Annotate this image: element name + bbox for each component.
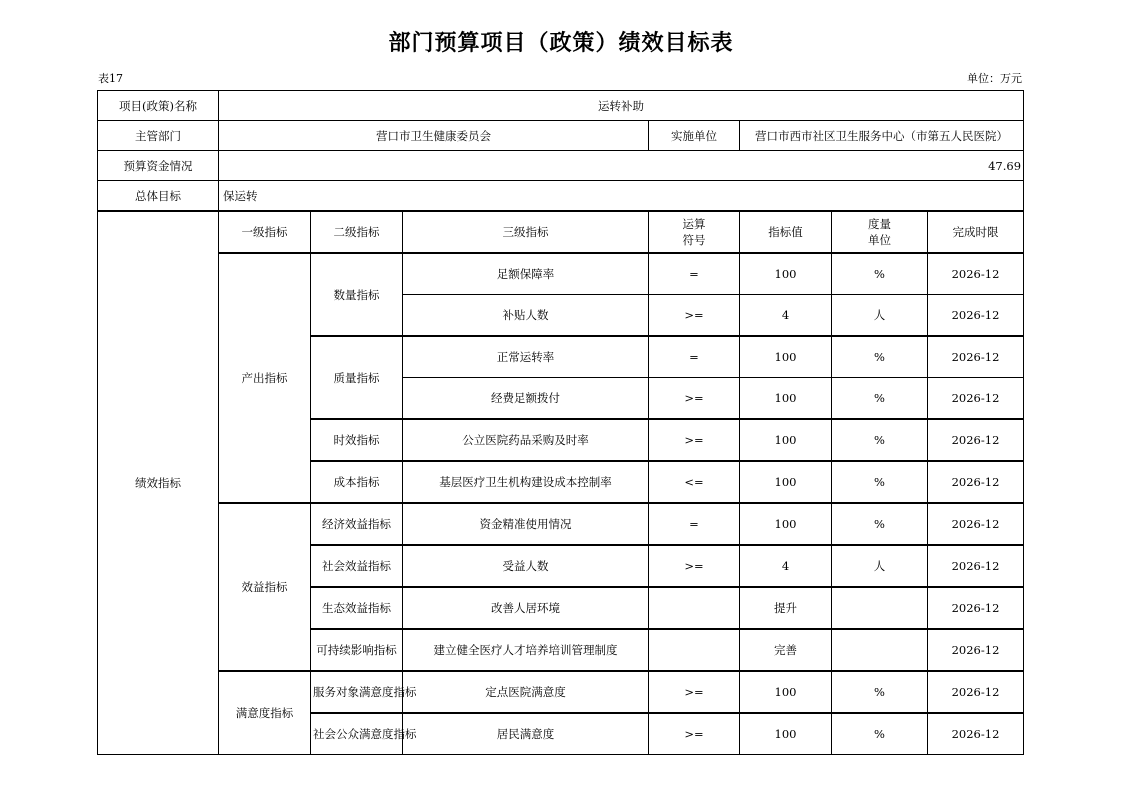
row-value: 100 [740,419,832,461]
performance-table [97,90,1024,755]
funds-value: 47.69 [219,151,1024,181]
row-time: 2026-12 [928,671,1024,713]
row-op: >= [649,671,740,713]
row-time: 2026-12 [928,629,1024,671]
row-unit: % [832,378,928,420]
row-name: 受益人数 [403,545,649,587]
row-value: 4 [740,545,832,587]
unit-label: 单位：万元 [967,72,1022,85]
row-name: 经费足额拨付 [403,378,649,420]
row-unit: % [832,461,928,503]
subgroup-timeliness: 时效指标 [311,419,403,461]
project-label: 项目(政策)名称 [98,91,219,121]
row-name: 建立健全医疗人才培养培训管理制度 [403,629,649,671]
row-value: 100 [740,671,832,713]
row-op: <= [649,461,740,503]
row-time: 2026-12 [928,378,1024,420]
row-unit [832,587,928,629]
row-value: 提升 [740,587,832,629]
header-l3: 三级指标 [403,211,649,253]
goal-value: 保运转 [219,181,1024,212]
group-output: 产出指标 [219,253,311,503]
row-time: 2026-12 [928,713,1024,755]
row-value: 100 [740,253,832,295]
row-time: 2026-12 [928,419,1024,461]
header-l2: 二级指标 [311,211,403,253]
row-value: 100 [740,503,832,545]
row-op: = [649,253,740,295]
row-op: >= [649,713,740,755]
header-time: 完成时限 [928,211,1024,253]
row-value: 完善 [740,629,832,671]
subgroup-quality: 质量指标 [311,336,403,419]
row-op [649,629,740,671]
row-time: 2026-12 [928,587,1024,629]
row-name: 正常运转率 [403,336,649,378]
row-time: 2026-12 [928,461,1024,503]
row-time: 2026-12 [928,253,1024,295]
row-name: 公立医院药品采购及时率 [403,419,649,461]
row-name: 居民满意度 [403,713,649,755]
row-time: 2026-12 [928,503,1024,545]
row-value: 100 [740,336,832,378]
row-unit: 人 [832,295,928,337]
row-unit: % [832,336,928,378]
row-op: >= [649,545,740,587]
project-row [98,91,1024,121]
row-time: 2026-12 [928,336,1024,378]
funds-row [98,151,1024,181]
project-value: 运转补助 [219,91,1024,121]
row-name: 基层医疗卫生机构建设成本控制率 [403,461,649,503]
row-op: >= [649,295,740,337]
row-unit: % [832,671,928,713]
row-value: 100 [740,378,832,420]
dept-label: 主管部门 [98,121,219,151]
row-name: 足额保障率 [403,253,649,295]
row-time: 2026-12 [928,545,1024,587]
row-name: 定点医院满意度 [403,671,649,713]
subgroup-public: 社会公众满意度指标 [311,713,403,755]
row-op: = [649,336,740,378]
funds-label: 预算资金情况 [98,151,219,181]
row-value: 100 [740,713,832,755]
subgroup-service: 服务对象满意度指标 [311,671,403,713]
row-value: 100 [740,461,832,503]
subgroup-cost: 成本指标 [311,461,403,503]
row-value: 4 [740,295,832,337]
row-time: 2026-12 [928,295,1024,337]
table-row [98,253,1024,295]
subgroup-ecological: 生态效益指标 [311,587,403,629]
row-name: 资金精准使用情况 [403,503,649,545]
row-unit [832,629,928,671]
row-unit: 人 [832,545,928,587]
impl-value: 营口市西市社区卫生服务中心（市第五人民医院） [740,121,1024,151]
goal-row [98,181,1024,212]
row-op [649,587,740,629]
row-unit: % [832,419,928,461]
row-name: 改善人居环境 [403,587,649,629]
header-op: 运算 符号 [649,211,740,253]
header-row [98,211,1024,253]
group-satisfaction: 满意度指标 [219,671,311,755]
row-op: >= [649,419,740,461]
perf-label: 绩效指标 [98,211,219,755]
header-unit: 度量 单位 [832,211,928,253]
row-name: 补贴人数 [403,295,649,337]
dept-value: 营口市卫生健康委员会 [219,121,649,151]
dept-row [98,121,1024,151]
row-op: = [649,503,740,545]
group-benefit: 效益指标 [219,503,311,671]
row-unit: % [832,713,928,755]
table-row [98,503,1024,545]
page-title: 部门预算项目（政策）绩效目标表 [388,31,734,56]
subgroup-social: 社会效益指标 [311,545,403,587]
goal-label: 总体目标 [98,181,219,212]
row-unit: % [832,253,928,295]
subgroup-economic: 经济效益指标 [311,503,403,545]
impl-label: 实施单位 [649,121,740,151]
table-row [98,671,1024,713]
subgroup-sustainable: 可持续影响指标 [311,629,403,671]
header-l1: 一级指标 [219,211,311,253]
header-value: 指标值 [740,211,832,253]
row-unit: % [832,503,928,545]
subgroup-quantity: 数量指标 [311,253,403,336]
row-op: >= [649,378,740,420]
table-number: 表17 [98,72,123,85]
